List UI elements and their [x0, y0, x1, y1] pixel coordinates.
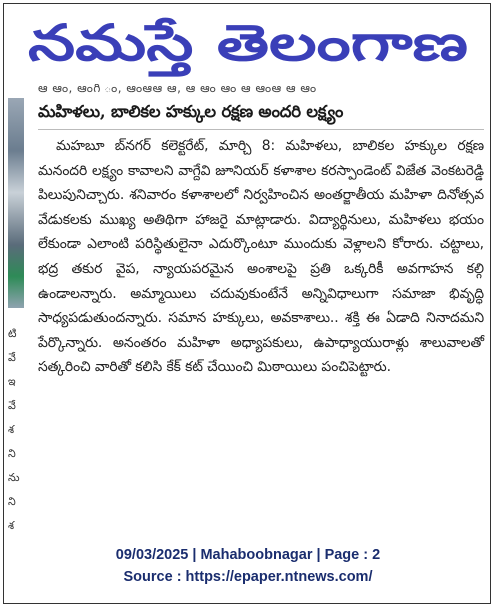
strip-fragment: ను [8, 471, 20, 484]
cropped-previous-line: ఆ ఆం, ఆంగి ం, ఆంఆఆ ఆ, ఆ ఆం ఆం ఆ ఆంఆ ఆ ఆం [38, 84, 317, 95]
strip-fragment: శ [8, 519, 15, 532]
strip-fragment: ఇ [8, 375, 16, 388]
clipping-source-line: Source : https://epaper.ntnews.com/ [123, 569, 373, 585]
article [38, 84, 484, 380]
strip-fragment: వే [8, 399, 16, 412]
strip-fragment: ని [8, 447, 16, 460]
adjacent-photo-edge [8, 98, 24, 308]
strip-fragment: శ [8, 423, 15, 436]
masthead-title: నమస్తే తెలంగాణ [28, 14, 356, 72]
strip-fragment: టి [8, 327, 17, 340]
adjacent-column-strip [8, 84, 30, 536]
article-body: మహబూ బ్‌నగర్ కలెక్టరేట్, మార్చి 8: మహిళలు, బాలికల హక్కుల రక్షణ మనందరి లక్ష్యం కావాలని వాగ్దేవి జూనియర్ కళాశాల కరస్పాండెంట్ విజేత వెంకటరెడ్డి పిలుపునిచ్చారు. శనివారం కళాశాలలో నిర్వహించిన అంతర్జాతీయ మహిళా దినోత్సవ వేడుకలకు ముఖ్య అతిథిగా హాజరై మాట్లాడారు. విద్యార్థినులు, మహిళలు భయం లేకుండా ఎలాంటి పరిస్థితులైనా ఎదుర్కొంటూ ముందుకు వెళ్లాలని కోరారు. చట్టాలు, భద్ర తకుర వైప, న్యాయపరమైన అంశాలపై ప్రతి ఒక్కరికీ అవగాహన కల్గి ఉండాలన్నారు. అమ్మాయిలు చదువుకుంటేనే అన్నివిధాలుగా సమాజా భివృద్ధి సాధ్యపడుతుందన్నారు. సమాన హక్కులు, అవకాశాలు.. శక్తి ఈ ఏడాది నినాదమని పేర్కొన్నారు. అనంతరం మహిళా అధ్యాపకులు, ఉపాధ్యాయురాళ్లు శాలువాలతో సత్కరించి వారితో కలిసి కేక్ కట్ చేయించి మిఠాయిలు పంచిపెట్టారు. [38, 138, 484, 376]
strip-fragment: ని [8, 495, 16, 508]
clipping-date-line: 09/03/2025 | Mahaboobnagar | Page : 2 [115, 547, 381, 563]
newspaper-clip [8, 84, 486, 536]
strip-fragment: వే [8, 351, 16, 364]
article-headline: మహిళలు, బాలికల హక్కుల రక్షణ అందరి లక్ష్యం [38, 102, 484, 130]
masthead-logo [12, 6, 484, 78]
masthead [12, 6, 484, 78]
